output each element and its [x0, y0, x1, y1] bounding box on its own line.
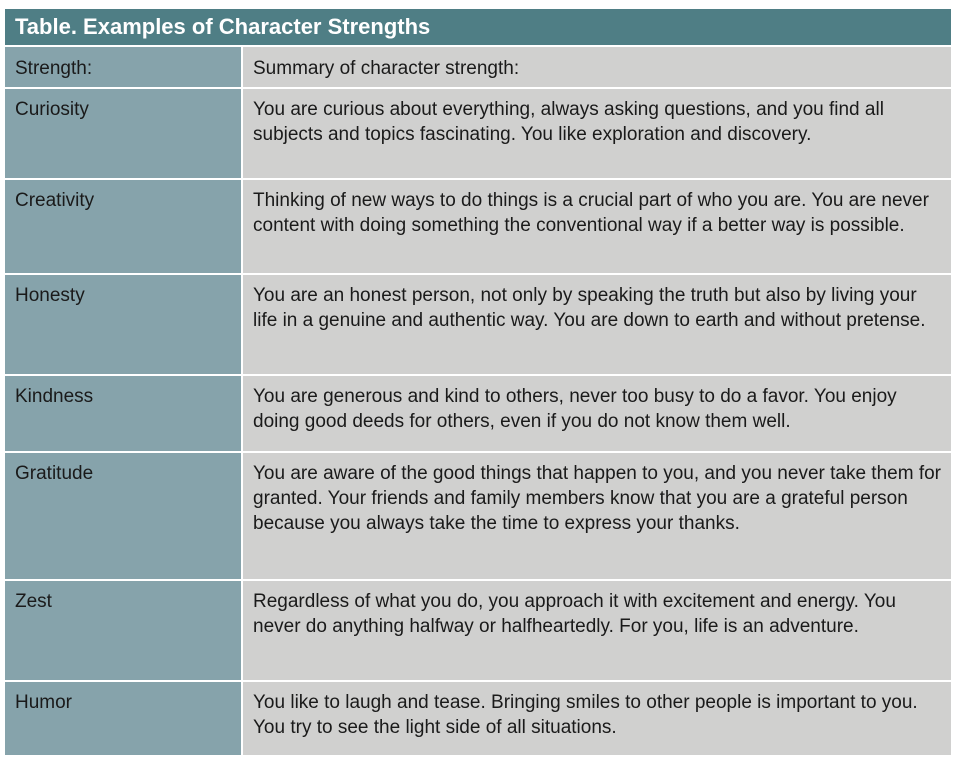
table-row	[5, 89, 951, 180]
strength-summary: You are an honest person, not only by speaking the truth but also by living your life in a genuine and authentic way. You are down to earth and without pretense.	[243, 275, 951, 376]
strength-name: Zest	[5, 581, 243, 682]
strength-name: Curiosity	[5, 89, 243, 180]
strength-name: Kindness	[5, 376, 243, 453]
character-strengths-table	[5, 9, 951, 755]
strength-summary: Regardless of what you do, you approach it with excitement and energy. You never do anything halfway or halfheartedly. For you, life is an adventure.	[243, 581, 951, 682]
header-summary: Summary of character strength:	[243, 47, 951, 89]
table-title-row	[5, 9, 951, 47]
strength-summary: You are aware of the good things that happen to you, and you never take them for granted. Your friends and family members know that you are a grateful person because you always take the time to express your thanks.	[243, 453, 951, 581]
header-strength: Strength:	[5, 47, 243, 89]
strength-name: Humor	[5, 682, 243, 755]
table-row	[5, 275, 951, 376]
strength-summary: Thinking of new ways to do things is a crucial part of who you are. You are never content with doing something the conventional way if a better way is possible.	[243, 180, 951, 275]
table-row	[5, 682, 951, 755]
table-row	[5, 581, 951, 682]
table-row	[5, 180, 951, 275]
table-header-row	[5, 47, 951, 89]
strength-name: Gratitude	[5, 453, 243, 581]
strength-summary: You are generous and kind to others, never too busy to do a favor. You enjoy doing good deeds for others, even if you do not know them well.	[243, 376, 951, 453]
table-row	[5, 376, 951, 453]
table-row	[5, 453, 951, 581]
strength-summary: You like to laugh and tease. Bringing smiles to other people is important to you. You try to see the light side of all situations.	[243, 682, 951, 755]
strength-name: Honesty	[5, 275, 243, 376]
strength-name: Creativity	[5, 180, 243, 275]
strength-summary: You are curious about everything, always asking questions, and you find all subjects and topics fascinating. You like exploration and discovery.	[243, 89, 951, 180]
table-title: Table. Examples of Character Strengths	[5, 9, 951, 47]
